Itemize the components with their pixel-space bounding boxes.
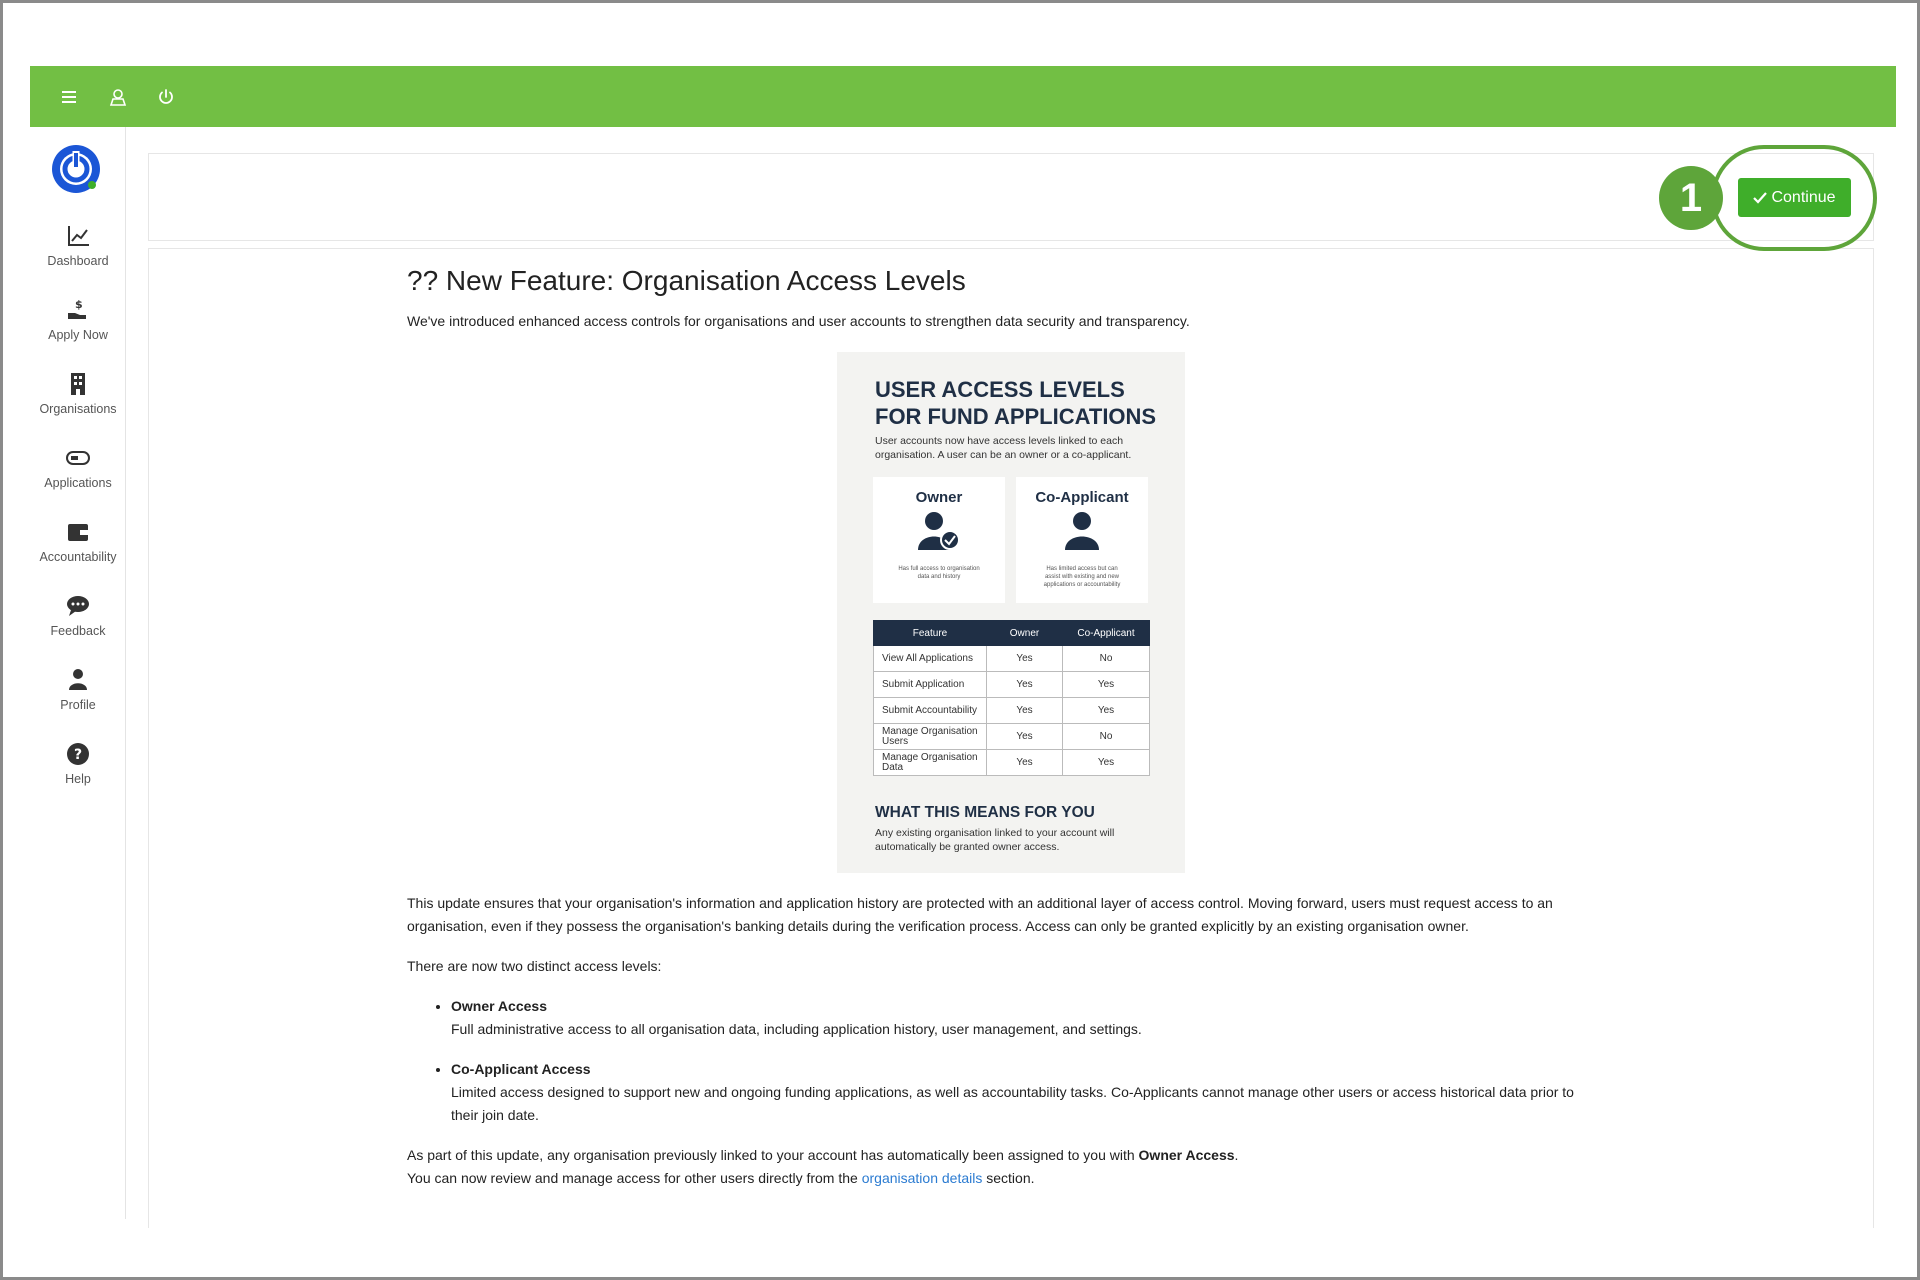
svg-text:$: $ <box>75 298 83 311</box>
table-header-row <box>874 621 1150 646</box>
infographic-subtitle: User accounts now have access levels linked to each organisation. A user can be an owner or a co-applicant. <box>875 435 1132 461</box>
table-row <box>874 724 1150 750</box>
table-header: Owner <box>987 621 1063 646</box>
table-cell: Yes <box>987 672 1063 698</box>
table-row <box>874 672 1150 698</box>
body-paragraph: As part of this update, any organisation previously linked to your account has automatically been assigned to you with Owner Access. You can now review and manage access for other users directly from the organisation details section. <box>407 1147 1239 1186</box>
table-cell: Yes <box>987 646 1063 672</box>
body-paragraph: This update ensures that your organisation's information and application history are protected with an additional layer of access control. Moving forward, users must request access to an organisation, even if they possess the organisation's banking details during the verification process. Access can only be granted explicitly by an existing organisation owner. <box>407 895 1553 934</box>
access-table <box>873 620 1150 776</box>
sidebar-item-apply-now[interactable] <box>30 297 126 359</box>
table-cell: Yes <box>987 724 1063 750</box>
sidebar-item-help[interactable] <box>30 741 126 803</box>
sidebar-item-organisations[interactable] <box>30 371 126 433</box>
sidebar-item-label: Accountability <box>39 550 117 564</box>
sidebar-item-label: Feedback <box>50 624 106 638</box>
sidebar-item-applications[interactable] <box>30 445 126 507</box>
top-navbar <box>30 66 1896 127</box>
page-title: ?? New Feature: Organisation Access Levels <box>407 265 966 296</box>
table-cell: Yes <box>1063 750 1150 776</box>
sidebar-item-accountability[interactable] <box>30 519 126 581</box>
table-header: Feature <box>874 621 987 646</box>
sidebar-item-feedback[interactable] <box>30 593 126 655</box>
coapplicant-user-icon <box>1057 510 1107 554</box>
sidebar-item-label: Applications <box>44 476 112 490</box>
coapplicant-card <box>1016 477 1148 603</box>
wallet-icon <box>65 519 91 545</box>
table-cell: Yes <box>1063 698 1150 724</box>
organisation-details-link[interactable]: organisation details <box>861 1170 983 1186</box>
sidebar-item-label: Organisations <box>39 402 117 416</box>
step-badge: 1 <box>1659 166 1723 230</box>
intro-text: We've introduced enhanced access controls for organisations and user accounts to strengthen data security and transparency. <box>407 313 1190 329</box>
hand-dollar-icon <box>65 297 91 323</box>
list-item <box>451 995 1597 1041</box>
svg-text:?: ? <box>74 747 83 763</box>
toggle-icon <box>65 445 91 471</box>
table-header: Co-Applicant <box>1063 621 1150 646</box>
list-item-desc: Limited access designed to support new and ongoing funding applications, as well as accountability tasks. Co-Applicants cannot manage other users or access historical data prior to their join date. <box>451 1084 1574 1123</box>
table-cell: Submit Application <box>874 672 987 698</box>
list-item <box>451 1058 1597 1127</box>
chat-icon <box>65 593 91 619</box>
table-cell: Yes <box>1063 672 1150 698</box>
table-row <box>874 750 1150 776</box>
power-icon[interactable] <box>154 85 178 109</box>
table-row <box>874 698 1150 724</box>
sidebar-item-profile[interactable] <box>30 667 126 729</box>
table-cell: Yes <box>987 698 1063 724</box>
table-row <box>874 646 1150 672</box>
list-item-title: • Owner Access <box>451 998 547 1014</box>
table-cell: Yes <box>987 750 1063 776</box>
sidebar-item-label: Apply Now <box>48 328 108 342</box>
table-cell: Manage Organisation Users <box>874 724 987 750</box>
access-levels-infographic <box>837 352 1185 873</box>
owner-card <box>873 477 1005 603</box>
sidebar-item-dashboard[interactable] <box>30 223 126 285</box>
table-cell: No <box>1063 646 1150 672</box>
list-item-desc: Full administrative access to all organisation data, including application history, user management, and settings. <box>451 1021 1142 1037</box>
continue-button[interactable] <box>1738 178 1851 217</box>
menu-icon[interactable] <box>58 85 82 109</box>
app-logo[interactable] <box>50 143 102 195</box>
coapplicant-card-title: Co-Applicant <box>1035 489 1129 506</box>
action-panel <box>148 153 1874 241</box>
owner-card-title: Owner <box>915 489 963 506</box>
check-icon <box>1753 192 1767 204</box>
feature-body <box>407 892 1597 1190</box>
chart-icon <box>65 223 91 249</box>
sidebar <box>30 127 126 1219</box>
table-cell: View All Applications <box>874 646 987 672</box>
sidebar-item-label: Help <box>65 772 91 786</box>
access-level-list <box>451 995 1597 1127</box>
infographic-means-title: WHAT THIS MEANS FOR YOU <box>875 804 1095 821</box>
infographic-title: USER ACCESS LEVELS FOR FUND APPLICATIONS <box>875 377 1157 429</box>
infographic-means-text: Any existing organisation linked to your account will automatically be granted owner access. <box>875 827 1115 853</box>
user-icon[interactable] <box>106 85 130 109</box>
sidebar-item-label: Dashboard <box>47 254 109 268</box>
continue-label: Continue <box>1771 188 1836 206</box>
table-cell: No <box>1063 724 1150 750</box>
owner-user-check-icon <box>914 510 964 554</box>
feature-header <box>407 265 1597 329</box>
table-cell: Manage Organisation Data <box>874 750 987 776</box>
body-paragraph: There are now two distinct access levels: <box>407 958 662 974</box>
sidebar-item-label: Profile <box>60 698 96 712</box>
list-item-title: • Co-Applicant Access <box>451 1061 591 1077</box>
question-icon <box>65 741 91 767</box>
person-icon <box>65 667 91 693</box>
table-cell: Submit Accountability <box>874 698 987 724</box>
building-icon <box>65 371 91 397</box>
coapplicant-card-desc: Has limited access but can assist with existing and new applications or accountability <box>1043 566 1121 588</box>
owner-card-desc: Has full access to organisation data and history <box>898 566 980 580</box>
